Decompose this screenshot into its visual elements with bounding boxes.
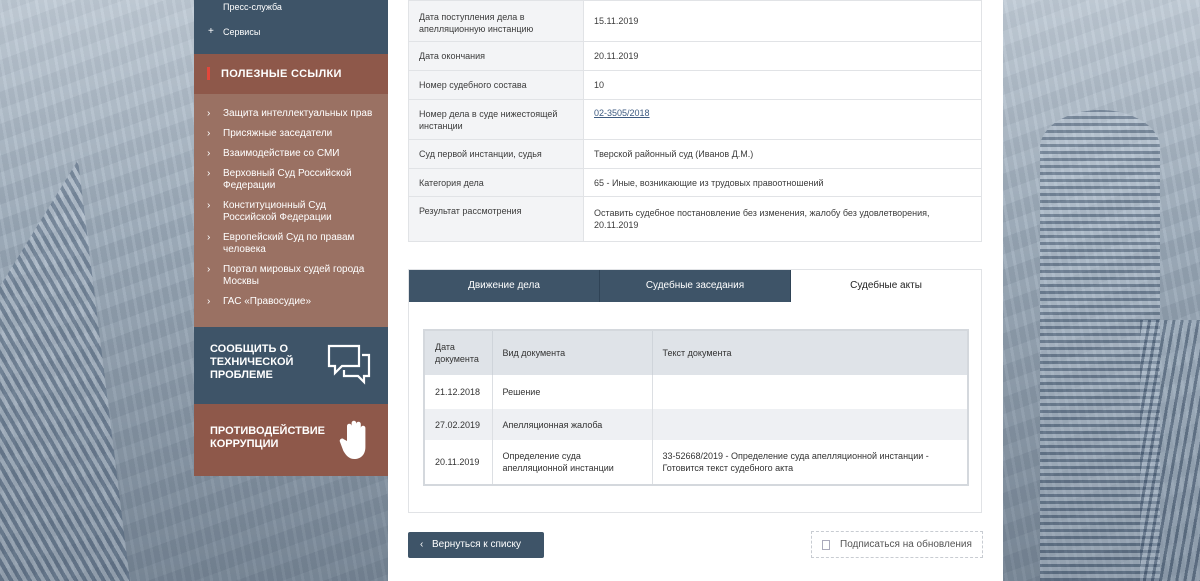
- raised-hand-icon: [338, 419, 372, 461]
- report-problem-banner[interactable]: [194, 327, 388, 404]
- link-gas-pravosudie[interactable]: [194, 293, 388, 313]
- table-row: [424, 440, 968, 485]
- link-label: Присяжные заседатели: [223, 128, 333, 139]
- back-to-list-button[interactable]: [408, 532, 544, 558]
- act-text: [652, 375, 968, 409]
- case-info-value: 65 - Иные, возникающие из трудовых правоотношений: [584, 169, 982, 197]
- chevron-right-icon: ›: [207, 168, 211, 179]
- table-row: [424, 409, 968, 440]
- case-info-table: [408, 0, 982, 242]
- anti-corruption-label: ПРОТИВОДЕЙСТВИЕ КОРРУПЦИИ: [210, 425, 326, 450]
- case-info-value: 20.11.2019: [584, 42, 982, 71]
- link-constitutional-court[interactable]: [194, 197, 388, 229]
- useful-links-header: [194, 54, 388, 94]
- plus-icon: +: [208, 26, 214, 37]
- column-header-date: Дата документа: [424, 330, 492, 375]
- act-date: 27.02.2019: [424, 409, 492, 440]
- sidebar-item-services[interactable]: [194, 20, 388, 44]
- link-label: Верховный Суд Российской Федерации: [223, 168, 352, 191]
- chevron-right-icon: ›: [207, 148, 211, 159]
- act-type: Решение: [492, 375, 652, 409]
- back-to-list-label: Вернуться к списку: [432, 539, 521, 550]
- case-info-row: [409, 197, 982, 242]
- case-info-key: Номер дела в суде нижестоящей инстанции: [409, 100, 584, 140]
- report-problem-label: СООБЩИТЬ О ТЕХНИЧЕСКОЙ ПРОБЛЕМЕ: [210, 343, 294, 381]
- case-info-row: [409, 140, 982, 169]
- case-info-key: Дата поступления дела в апелляционную инстанцию: [409, 1, 584, 42]
- table-row: [424, 375, 968, 409]
- case-info-value: [584, 100, 982, 140]
- case-info-value: 10: [584, 71, 982, 100]
- link-ip-protection[interactable]: [194, 105, 388, 125]
- background-tower-far-right: [1140, 320, 1200, 581]
- subscribe-updates-button[interactable]: [811, 531, 983, 558]
- link-label: Портал мировых судей города Москвы: [223, 264, 365, 287]
- document-icon: [822, 540, 830, 550]
- useful-links-title: ПОЛЕЗНЫЕ ССЫЛКИ: [221, 68, 342, 80]
- case-info-row: [409, 169, 982, 197]
- link-supreme-court[interactable]: [194, 165, 388, 197]
- case-info-value: Оставить судебное постановление без изменения, жалобу без удовлетворения, 20.11.2019: [584, 197, 982, 242]
- chat-bubbles-icon: [326, 343, 372, 385]
- main-content: [388, 0, 1003, 581]
- useful-links-list: [194, 94, 388, 327]
- tab-case-movement[interactable]: Движение дела: [409, 270, 599, 302]
- case-info-row: [409, 100, 982, 140]
- case-info-key: Категория дела: [409, 169, 584, 197]
- case-info-row: [409, 1, 982, 42]
- case-info-key: Номер судебного состава: [409, 71, 584, 100]
- act-date: 21.12.2018: [424, 375, 492, 409]
- act-text: 33-52668/2019 - Определение суда апелляционной инстанции - Готовится текст судебного акта: [652, 440, 968, 485]
- act-type: Определение суда апелляционной инстанции: [492, 440, 652, 485]
- act-type: Апелляционная жалоба: [492, 409, 652, 440]
- link-label: Взаимодействие со СМИ: [223, 148, 340, 159]
- link-magistrates-portal[interactable]: [194, 261, 388, 293]
- link-label: Конституционный Суд Российской Федерации: [223, 200, 332, 223]
- link-media[interactable]: [194, 145, 388, 165]
- link-label: Защита интеллектуальных прав: [223, 108, 373, 119]
- chevron-right-icon: ›: [207, 108, 211, 119]
- column-header-text: Текст документа: [652, 330, 968, 375]
- lower-court-case-link[interactable]: 02-3505/2018: [594, 108, 650, 118]
- sidebar-item-label: Пресс-служба: [223, 2, 282, 12]
- header-accent-bar: [207, 67, 210, 80]
- link-jurors[interactable]: [194, 125, 388, 145]
- sidebar: [194, 0, 388, 476]
- column-header-type: Вид документа: [492, 330, 652, 375]
- chevron-right-icon: ›: [207, 264, 211, 275]
- act-date: 20.11.2019: [424, 440, 492, 485]
- sidebar-nav: [194, 0, 388, 54]
- sidebar-item-label: Сервисы: [223, 27, 261, 37]
- link-label: ГАС «Правосудие»: [223, 296, 312, 307]
- act-text: [652, 409, 968, 440]
- case-info-value: Тверской районный суд (Иванов Д.М.): [584, 140, 982, 169]
- case-tabs: [409, 270, 981, 302]
- tab-court-hearings[interactable]: Судебные заседания: [599, 270, 790, 302]
- case-info-key: Результат рассмотрения: [409, 197, 584, 242]
- link-label: Европейский Суд по правам человека: [223, 232, 355, 255]
- chevron-right-icon: ›: [207, 296, 211, 307]
- case-info-value: 15.11.2019: [584, 1, 982, 42]
- case-info-key: Суд первой инстанции, судья: [409, 140, 584, 169]
- court-acts-table: [423, 329, 969, 486]
- case-tabs-panel: [408, 269, 982, 513]
- case-info-key: Дата окончания: [409, 42, 584, 71]
- sidebar-item-press[interactable]: [194, 0, 388, 14]
- table-header-row: [424, 330, 968, 375]
- subscribe-updates-label: Подписаться на обновления: [840, 539, 972, 550]
- chevron-right-icon: ›: [207, 128, 211, 139]
- tab-court-acts[interactable]: Судебные акты: [790, 270, 981, 302]
- chevron-right-icon: ›: [207, 232, 211, 243]
- case-info-row: [409, 71, 982, 100]
- anti-corruption-banner[interactable]: [194, 404, 388, 476]
- case-info-row: [409, 42, 982, 71]
- chevron-right-icon: ›: [207, 200, 211, 211]
- chevron-left-icon: ‹: [420, 539, 424, 550]
- link-echr[interactable]: [194, 229, 388, 261]
